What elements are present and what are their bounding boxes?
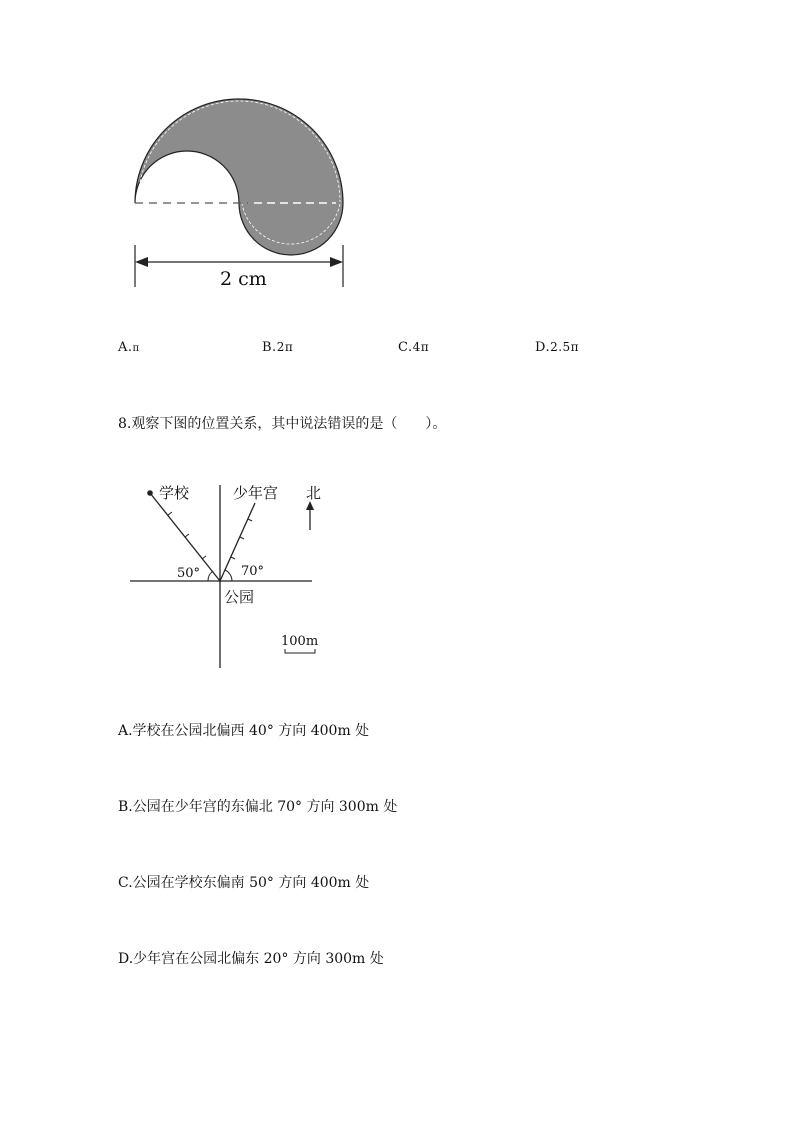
direction-figure: [125, 475, 345, 675]
q7-option-c: C.4π: [398, 340, 430, 355]
shape-figure: [120, 85, 360, 300]
q7-option-b: B.2π: [262, 340, 294, 355]
q8-option-b: B.公园在少年宫的东偏北 70° 方向 300m 处: [118, 799, 398, 815]
label-angle-left: 50°: [177, 566, 201, 581]
label-north: 北: [306, 484, 322, 502]
label-angle-right: 70°: [241, 564, 265, 579]
q8-question: 8.观察下图的位置关系，其中说法错误的是（ ）。: [118, 416, 447, 432]
label-scale: 100m: [281, 634, 319, 649]
q8-option-a: A.学校在公园北偏西 40° 方向 400m 处: [118, 723, 370, 739]
q7-option-a: A.π: [118, 340, 140, 355]
dimension-label: 2 cm: [220, 268, 267, 290]
label-youth-palace: 少年宫: [233, 484, 279, 502]
q7-option-d: D.2.5π: [535, 340, 580, 355]
label-park: 公园: [224, 588, 255, 606]
q8-option-d: D.少年宫在公园北偏东 20° 方向 300m 处: [118, 951, 384, 967]
q8-option-c: C.公园在学校东偏南 50° 方向 400m 处: [118, 875, 370, 891]
label-school: 学校: [159, 484, 190, 502]
